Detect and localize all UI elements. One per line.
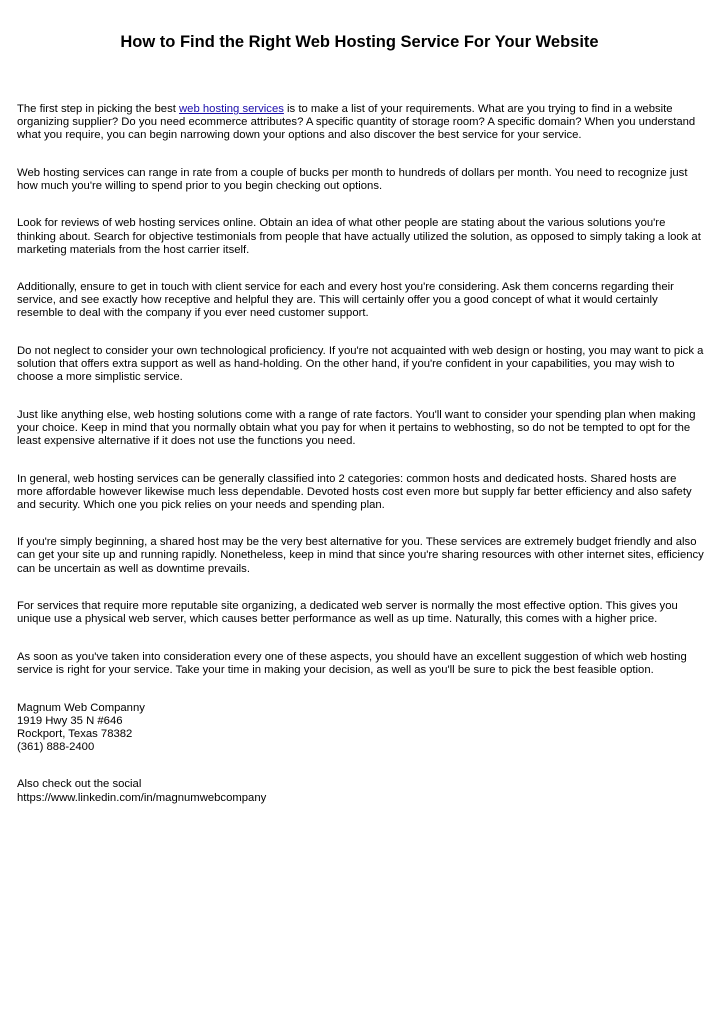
paragraph: In general, web hosting services can be generally classified into 2 categories: common hosts and dedicated hosts. Shared hosts are more affordable however likewise much less dependable. Devoted hosts cost even more but supply far better efficiency and also safety and security. Which one you pick relies on your needs and spending plan. xyxy=(17,472,692,511)
intro-text-after-link: is to make a list of your requirements. What are you trying to find in a website organizing supplier? Do you need ecommerce attributes? A specific quantity of storage room? A specific domain? When you understand what you require, you can begin narrowing down your options and also discover the best service for your service. xyxy=(17,103,696,142)
paragraph: Web hosting services can range in rate from a couple of bucks per month to hundreds of dollars per month. You need to recognize just how much you're willing to spend prior to you begin checking out options. xyxy=(17,166,688,192)
social-label: Also check out the social xyxy=(17,778,142,791)
paragraph: Just like anything else, web hosting solutions come with a range of rate factors. You'll want to consider your spending plan when making your choice. Keep in mind that you normally obtain what you pay for when it pertains to webhosting, so do not be tempted to opt for the least expensive alternative if it does not use the functions you need. xyxy=(17,408,696,447)
phone-number: (361) 888-2400 xyxy=(17,740,95,753)
paragraph-intro xyxy=(17,103,705,142)
company-name: Magnum Web Companny xyxy=(17,701,145,714)
city-state-zip: Rockport, Texas 78382 xyxy=(17,727,133,740)
page-title: How to Find the Right Web Hosting Service For Your Website xyxy=(120,33,599,51)
paragraph: If you're simply beginning, a shared host may be the very best alternative for you. These services are extremely budget friendly and also can get your site up and running rapidly. Nonetheless, keep in mind that since you're sharing resources with other internet sites, efficiency can be uncertain as well as downtime prevails. xyxy=(17,536,704,575)
paragraph: As soon as you've taken into consideration every one of these aspects, you should have an excellent suggestion of which web hosting service is right for your service. Take your time in making your decision, as well as you'll be sure to pick the best feasible option. xyxy=(17,650,687,676)
social-block xyxy=(17,778,705,804)
paragraph: Look for reviews of web hosting services online. Obtain an idea of what other people are stating about the various solutions you're thinking about. Search for objective testimonials from people that have actually utilized the solution, as opposed to simply taking a look at marketing materials from the host carrier itself. xyxy=(17,217,701,256)
address-block xyxy=(17,702,705,754)
intro-text-before-link: The first step in picking the best xyxy=(17,103,180,115)
article-body xyxy=(17,103,705,829)
paragraph: Additionally, ensure to get in touch with client service for each and every host you're considering. Ask them concerns regarding their service, and see exactly how receptive and helpful they are. This will certainly offer you a good concept of what it would certainly resemble to deal with the company if you ever need customer support. xyxy=(17,281,674,320)
web-hosting-services-link[interactable]: web hosting services xyxy=(179,103,284,115)
social-url: https://www.linkedin.com/in/magnumwebcompany xyxy=(17,791,267,804)
paragraph: Do not neglect to consider your own technological proficiency. If you're not acquainted with web design or hosting, you may want to pick a solution that offers extra support as well as hand-holding. On the other hand, if you're confident in your capabilities, you may wish to choose a more simplistic service. xyxy=(17,345,704,384)
paragraph: For services that require more reputable site organizing, a dedicated web server is normally the most effective option. This gives you unique use a physical web server, which causes better performance as well as up time. Naturally, this comes with a higher price. xyxy=(17,600,678,626)
street-address: 1919 Hwy 35 N #646 xyxy=(17,714,123,727)
